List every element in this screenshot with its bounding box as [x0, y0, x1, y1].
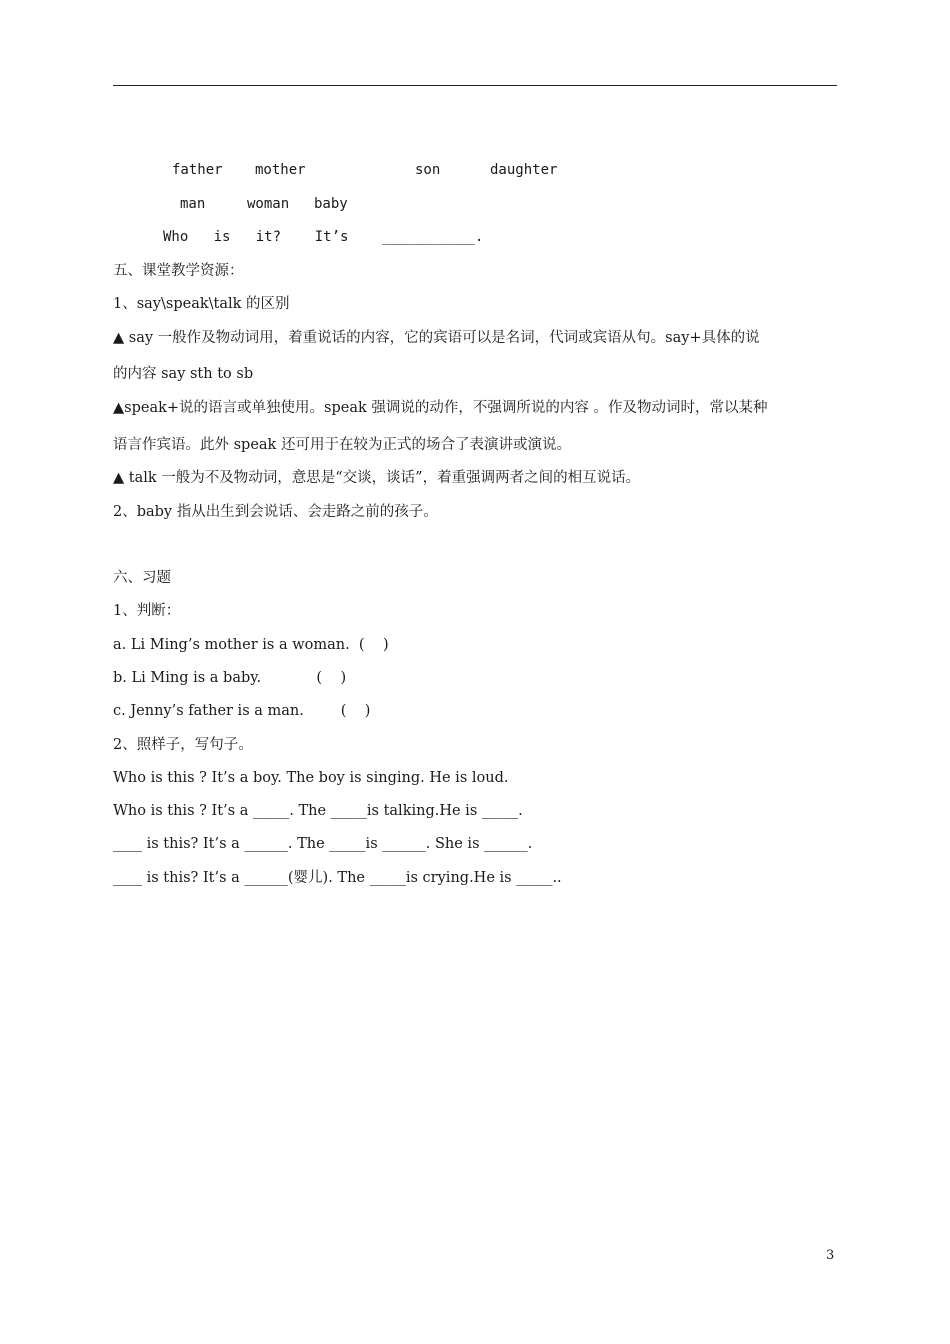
exercise-sentence: ____ is this? It’s a ______(婴儿). The _____is crying.He is _____.. [113, 870, 562, 886]
judge-item: a. Li Ming’s mother is a woman. ( ) [113, 637, 389, 653]
vocab-word: mother [255, 162, 306, 178]
judge-item: b. Li Ming is a baby. ( ) [113, 670, 347, 686]
note-speak-line1: ▲speak+说的语言或单独使用。speak 强调说的动作，不强调所说的内容 。作及物动词时，常以某种 [113, 400, 768, 416]
exercise-sentence: ____ is this? It’s a ______. The _____is ______. She is ______. [113, 836, 533, 852]
note-say-line2: 的内容 say sth to sb [113, 366, 254, 382]
section-heading: 五、课堂教学资源： [113, 263, 244, 279]
vocab-word: father [172, 162, 223, 178]
vocab-word: woman [247, 196, 290, 212]
example-title: 2、照样子，写句子。 [113, 737, 253, 753]
note-talk-line: ▲ talk 一般为不及物动词，意思是“交谈，谈话”，着重强调两者之间的相互说话。 [113, 470, 641, 486]
vocab-word: son [415, 162, 441, 178]
item-title: 1、say\speak\talk 的区别 [113, 296, 290, 312]
example-sentence: Who is this ? It’s a boy. The boy is singing. He is loud. [113, 770, 509, 786]
section-heading: 六、习题 [113, 570, 171, 586]
vocab-word: baby [314, 196, 348, 212]
note-say-line1: ▲ say 一般作及物动词用，着重说话的内容，它的宾语可以是名词，代词或宾语从句。say+具体的说 [113, 330, 760, 346]
page-number: 3 [826, 1248, 835, 1263]
header-rule [113, 85, 837, 86]
judge-item: c. Jenny’s father is a man. ( ) [113, 703, 371, 719]
note-baby: 2、baby 指从出生到会说话、会走路之前的孩子。 [113, 504, 438, 520]
judge-title: 1、判断： [113, 603, 181, 619]
vocab-question: Who is it? It’s ___________. [163, 229, 484, 245]
vocab-word: daughter [490, 162, 558, 178]
note-speak-line2: 语言作宾语。此外 speak 还可用于在较为正式的场合了表演讲或演说。 [113, 437, 571, 453]
exercise-sentence: Who is this ? It’s a _____. The _____is talking.He is _____. [113, 803, 523, 819]
vocab-word: man [180, 196, 206, 212]
